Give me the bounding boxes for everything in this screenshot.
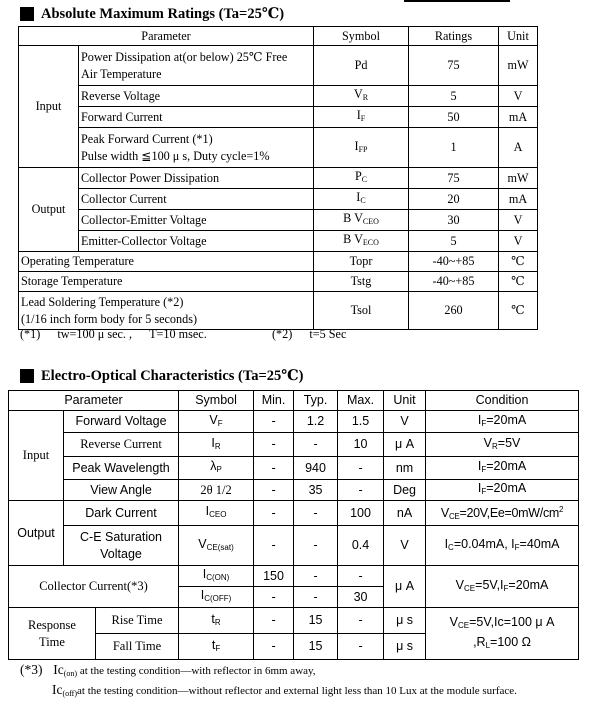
table-row <box>19 46 538 86</box>
symbol-cell <box>179 411 254 433</box>
cond-sub: CE <box>458 620 470 630</box>
cond-part: =100 Ω <box>490 634 531 649</box>
unit-cell: μ s <box>384 608 426 634</box>
unit-cell: nA <box>384 501 426 526</box>
cond-sub: F <box>481 487 487 496</box>
cond-part: =5V <box>497 435 521 450</box>
cond-part: I <box>477 459 482 473</box>
symbol-cell <box>314 107 409 128</box>
cond-part: =20mA <box>486 412 527 427</box>
header-condition: Condition <box>426 391 579 411</box>
symbol-cell: Pd <box>314 46 409 86</box>
condition-cell <box>426 501 579 526</box>
table-row <box>19 252 538 272</box>
footnote-text: tw=100 μ sec. , <box>57 327 133 341</box>
cond-sub: F <box>481 465 487 474</box>
cond-part: =40mA <box>519 536 560 551</box>
table-row <box>9 457 579 480</box>
footnote-1 <box>20 327 207 342</box>
symbol-sub: R <box>214 441 221 451</box>
symbol-cell <box>179 608 254 634</box>
param-dark-current: Dark Current <box>64 501 179 526</box>
table-row <box>19 210 538 231</box>
footnote-2 <box>272 327 346 342</box>
unit-cell: μ s <box>384 634 426 660</box>
symbol-sub: F <box>215 643 221 653</box>
condition-cell <box>426 526 579 566</box>
cond-part: =0.04mA, I <box>453 536 515 551</box>
cond-sub: F <box>481 418 487 428</box>
cond-part: =20V,Ee=0mW/cm <box>459 506 560 521</box>
symbol-cell <box>179 634 254 660</box>
min-cell: - <box>254 501 294 526</box>
min-cell: - <box>254 457 294 480</box>
param-view-angle: View Angle <box>64 480 179 501</box>
cond-part: V <box>455 577 465 592</box>
rating-cell: 260 <box>409 292 499 330</box>
symbol-cell <box>314 86 409 107</box>
param-collector-emitter-voltage: Collector-Emitter Voltage <box>79 210 314 231</box>
group-label-response-time <box>9 608 96 660</box>
header-parameter: Parameter <box>19 27 314 46</box>
unit-cell: A <box>499 128 538 168</box>
symbol-sub: C <box>361 175 368 184</box>
min-cell: - <box>254 608 294 634</box>
typ-cell: - <box>294 501 338 526</box>
cond-part: ,R <box>473 634 486 649</box>
condition-cell <box>426 411 579 433</box>
symbol-sub: F <box>360 114 366 123</box>
param-forward-current: Forward Current <box>79 107 314 128</box>
table-row <box>19 128 538 168</box>
symbol-sub: CEO <box>362 217 379 226</box>
unit-cell: V <box>384 526 426 566</box>
rating-cell: 75 <box>409 168 499 189</box>
footnote-sub: (on) <box>63 669 78 678</box>
rating-cell: 30 <box>409 210 499 231</box>
cond-sub: L <box>485 640 491 650</box>
cond-part: =20mA <box>486 481 527 495</box>
cond-part: =5V,I <box>475 577 504 592</box>
section-title-text: Electro-Optical Characteristics (Ta=25℃) <box>41 368 304 384</box>
min-cell: - <box>254 411 294 433</box>
unit-cell: mW <box>499 46 538 86</box>
symbol-cell <box>179 566 254 587</box>
min-cell: - <box>254 634 294 660</box>
cond-sub: R <box>492 441 498 451</box>
table-row <box>19 86 538 107</box>
footnote-text: at the testing condition—with reflector in 6mm away, <box>77 665 316 677</box>
table-row <box>19 107 538 128</box>
footnote-symbol: Ic <box>52 682 63 697</box>
symbol-cell <box>314 231 409 252</box>
param-reverse-voltage: Reverse Voltage <box>79 86 314 107</box>
footnote-text: at the testing condition—without reflector and external light less than 10 Lux at the module surface. <box>77 685 517 697</box>
symbol-cell <box>179 587 254 608</box>
header-unit: Unit <box>499 27 538 46</box>
max-cell: 1.5 <box>338 411 384 433</box>
cond-sub: C <box>448 542 454 552</box>
table-row <box>9 501 579 526</box>
table-row <box>19 189 538 210</box>
symbol-cell: 2θ 1/2 <box>179 480 254 501</box>
table-row <box>9 608 579 634</box>
max-cell: 30 <box>338 587 384 608</box>
symbol-base: I <box>202 567 207 582</box>
unit-cell: mW <box>499 168 538 189</box>
unit-cell: μ A <box>384 433 426 457</box>
unit-cell: mA <box>499 107 538 128</box>
symbol-base: I <box>200 588 205 603</box>
param-peak-forward-current <box>79 128 314 168</box>
table-row <box>9 480 579 501</box>
header-rule <box>404 0 510 2</box>
param-fall-time: Fall Time <box>96 634 179 660</box>
footnote-sub: (off) <box>62 689 78 698</box>
param-line: C-E Saturation <box>80 529 162 544</box>
cond-part: I <box>444 536 449 551</box>
symbol-base: V <box>353 87 363 101</box>
symbol-cell <box>314 210 409 231</box>
symbol-cell <box>314 128 409 168</box>
max-cell: - <box>338 480 384 501</box>
header-max: Max. <box>338 391 384 411</box>
bullet-square-icon <box>20 369 34 383</box>
param-collector-power-dissipation: Collector Power Dissipation <box>79 168 314 189</box>
symbol-cell <box>179 501 254 526</box>
header-ratings: Ratings <box>409 27 499 46</box>
symbol-base: t <box>211 611 215 626</box>
typ-cell: - <box>294 566 338 587</box>
symbol-base: I <box>205 504 210 519</box>
typ-cell: - <box>294 433 338 457</box>
symbol-cell <box>314 189 409 210</box>
symbol-base: B V <box>343 232 363 246</box>
section-title-absolute-maximum-ratings <box>20 4 284 24</box>
symbol-cell: Topr <box>314 252 409 272</box>
header-symbol: Symbol <box>179 391 254 411</box>
unit-cell: V <box>499 86 538 107</box>
cond-part: =20mA <box>508 577 549 592</box>
cond-sub: CE <box>464 583 476 593</box>
table-row <box>9 411 579 433</box>
header-typ: Typ. <box>294 391 338 411</box>
typ-cell: 35 <box>294 480 338 501</box>
unit-cell: ℃ <box>499 272 538 292</box>
symbol-base: I <box>211 435 215 450</box>
max-cell: 0.4 <box>338 526 384 566</box>
condition-cell <box>426 566 579 608</box>
param-power-dissipation <box>79 46 314 86</box>
cond-sup: 2 <box>559 505 564 514</box>
unit-cell: V <box>499 210 538 231</box>
typ-cell: - <box>294 526 338 566</box>
symbol-cell <box>179 457 254 480</box>
section-title-text: Absolute Maximum Ratings (Ta=25℃) <box>41 6 285 22</box>
header-unit: Unit <box>384 391 426 411</box>
electro-optical-table <box>8 390 579 660</box>
unit-cell: V <box>384 411 426 433</box>
footnote-text: T=10 msec. <box>149 327 207 341</box>
table-header-row <box>9 391 579 411</box>
symbol-sub: C <box>360 196 366 205</box>
header-parameter: Parameter <box>9 391 179 411</box>
unit-cell: ℃ <box>499 252 538 272</box>
typ-cell: 940 <box>294 457 338 480</box>
absolute-maximum-ratings-table <box>18 26 538 330</box>
condition-cell <box>426 433 579 457</box>
param-line: Power Dissipation at(or below) 25℃ Free <box>81 49 288 64</box>
symbol-base: I <box>356 108 361 122</box>
footnote-mark: (*2) <box>272 327 293 341</box>
cond-sub: CE <box>448 512 460 522</box>
unit-cell: nm <box>384 457 426 480</box>
symbol-base: V <box>198 536 207 551</box>
group-label-line: Response <box>28 617 76 632</box>
max-cell: 100 <box>338 501 384 526</box>
typ-cell: - <box>294 587 338 608</box>
param-line: Pulse width ≦100 μ s, Duty cycle=1% <box>81 148 270 163</box>
typ-cell: 1.2 <box>294 411 338 433</box>
footnote-text: t=5 Sec <box>309 327 347 341</box>
symbol-base: λ <box>210 459 217 473</box>
unit-cell: ℃ <box>499 292 538 330</box>
min-cell: - <box>254 526 294 566</box>
min-cell: - <box>254 587 294 608</box>
param-lead-soldering-temperature <box>19 292 314 330</box>
param-emitter-collector-voltage: Emitter-Collector Voltage <box>79 231 314 252</box>
symbol-base: I <box>354 138 359 153</box>
cond-part: V <box>483 435 493 450</box>
bullet-square-icon <box>20 7 34 21</box>
unit-cell: Deg <box>384 480 426 501</box>
param-collector-current: Collector Current(*3) <box>9 566 179 608</box>
max-cell: - <box>338 566 384 587</box>
table-row <box>19 272 538 292</box>
cond-part: =20mA <box>486 459 527 473</box>
param-peak-wavelength: Peak Wavelength <box>64 457 179 480</box>
table-row <box>19 292 538 330</box>
group-label-input: Input <box>9 411 64 501</box>
min-cell: 150 <box>254 566 294 587</box>
symbol-sub: F <box>217 418 223 428</box>
header-symbol: Symbol <box>314 27 409 46</box>
symbol-sub: ECO <box>362 238 379 247</box>
section-title-electro-optical <box>20 366 303 386</box>
footnote-symbol: Ic <box>53 662 64 677</box>
cond-sub: F <box>514 542 520 552</box>
rating-cell: 20 <box>409 189 499 210</box>
param-reverse-current: Reverse Current <box>64 433 179 457</box>
max-cell: - <box>338 608 384 634</box>
max-cell: 10 <box>338 433 384 457</box>
footnote-3-line-1 <box>20 662 316 678</box>
symbol-base: B V <box>343 211 363 225</box>
symbol-sub: C(ON) <box>206 573 230 583</box>
group-label-line: Time <box>39 634 65 649</box>
param-ce-saturation-voltage <box>64 526 179 566</box>
min-cell: - <box>254 433 294 457</box>
min-cell: - <box>254 480 294 501</box>
symbol-cell <box>314 168 409 189</box>
table-row <box>19 231 538 252</box>
symbol-base: P <box>354 169 362 183</box>
max-cell: - <box>338 457 384 480</box>
group-label-output: Output <box>19 168 79 252</box>
cond-part: I <box>477 481 482 495</box>
rating-cell: 1 <box>409 128 499 168</box>
symbol-sub: CE(sat) <box>206 542 234 552</box>
unit-cell: μ A <box>384 566 426 608</box>
rating-cell: 50 <box>409 107 499 128</box>
cond-part: I <box>477 412 482 427</box>
unit-cell: V <box>499 231 538 252</box>
symbol-cell <box>179 526 254 566</box>
param-operating-temperature: Operating Temperature <box>19 252 314 272</box>
cond-part: V <box>449 614 458 629</box>
footnote-mark: (*1) <box>20 327 41 341</box>
param-forward-voltage: Forward Voltage <box>64 411 179 433</box>
param-rise-time: Rise Time <box>96 608 179 634</box>
rating-cell: -40~+85 <box>409 272 499 292</box>
footnote-mark: (*3) <box>20 662 43 677</box>
group-label-input: Input <box>19 46 79 168</box>
symbol-sub: FP <box>358 144 368 154</box>
symbol-sub: R <box>362 93 369 102</box>
rating-cell: 5 <box>409 86 499 107</box>
cond-part: =5V,Ic=100 μ A <box>469 614 555 629</box>
typ-cell: 15 <box>294 608 338 634</box>
table-row <box>9 526 579 566</box>
max-cell: - <box>338 634 384 660</box>
symbol-base: I <box>356 190 361 204</box>
symbol-base: V <box>209 412 218 427</box>
cond-sub: F <box>503 583 509 593</box>
param-line: Voltage <box>100 546 142 561</box>
table-row <box>9 433 579 457</box>
symbol-cell <box>179 433 254 457</box>
unit-cell: mA <box>499 189 538 210</box>
symbol-sub: CEO <box>209 510 227 520</box>
header-min: Min. <box>254 391 294 411</box>
group-label-output: Output <box>9 501 64 566</box>
typ-cell: 15 <box>294 634 338 660</box>
param-line: Peak Forward Current (*1) <box>81 131 213 146</box>
condition-cell <box>426 480 579 501</box>
symbol-cell: Tsol <box>314 292 409 330</box>
table-header-row <box>19 27 538 46</box>
param-line: (1/16 inch form body for 5 seconds) <box>21 311 198 326</box>
footnote-3-line-2 <box>52 682 517 698</box>
cond-part: V <box>440 506 449 521</box>
symbol-sub: R <box>214 617 221 627</box>
rating-cell: 5 <box>409 231 499 252</box>
param-line: Air Temperature <box>81 66 162 81</box>
symbol-base: t <box>211 637 216 652</box>
table-row <box>9 566 579 587</box>
condition-cell <box>426 457 579 480</box>
param-line: Lead Soldering Temperature (*2) <box>21 294 184 309</box>
condition-cell <box>426 608 579 660</box>
rating-cell: -40~+85 <box>409 252 499 272</box>
symbol-sub: C(OFF) <box>204 594 232 604</box>
table-row <box>19 168 538 189</box>
rating-cell: 75 <box>409 46 499 86</box>
param-storage-temperature: Storage Temperature <box>19 272 314 292</box>
param-collector-current: Collector Current <box>79 189 314 210</box>
symbol-cell: Tstg <box>314 272 409 292</box>
symbol-sub: P <box>216 465 222 474</box>
